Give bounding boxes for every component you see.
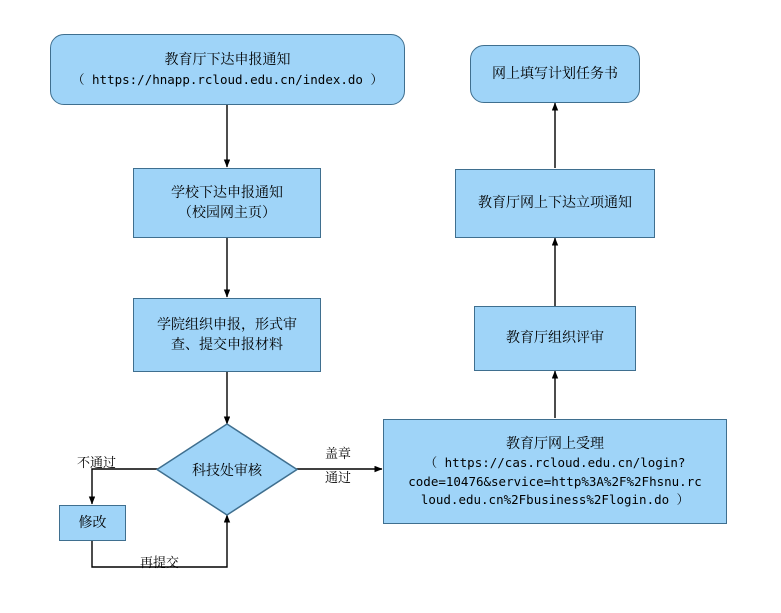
node-text: 教育厅网上受理 （ https://cas.rcloud.edu.cn/login? code=10476&service=http%3A%2F%2Fhsnu.rc loud.edu.cn%2Fbusiness%2Flogin.do ）	[408, 436, 702, 507]
node-school-notice	[133, 168, 321, 238]
edge-label-resubmit: 再提交	[140, 556, 180, 571]
edge-label-fail: 不通过	[77, 456, 117, 471]
node-revise	[59, 505, 126, 541]
edge-label-pass: 通过	[325, 471, 352, 486]
node-education-dept-notice	[50, 34, 405, 105]
node-text: 教育厅组织评审	[506, 330, 604, 347]
node-text: 教育厅网上下达立项通知	[478, 195, 632, 212]
node-text: 学校下达申报通知 （校园网主页）	[171, 184, 283, 221]
node-project-approval-notice	[455, 169, 655, 238]
node-text: 网上填写计划任务书	[492, 65, 618, 82]
node-text: 学院组织申报，形式审 查、提交申报材料	[157, 316, 297, 353]
node-text: 修改	[78, 514, 107, 531]
node-text: 教育厅下达申报通知 （ https://hnapp.rcloud.edu.cn/index.do ）	[72, 52, 383, 87]
diamond-shape	[156, 423, 298, 516]
node-sci-tech-review-decision	[156, 423, 298, 516]
edge-label-stamp: 盖章	[325, 447, 352, 462]
node-text: 科技处审核	[192, 462, 262, 479]
node-fill-plan-task-book	[470, 45, 640, 103]
node-college-application	[133, 298, 321, 372]
node-education-dept-online-acceptance	[383, 419, 727, 524]
node-education-dept-evaluation	[474, 306, 636, 371]
